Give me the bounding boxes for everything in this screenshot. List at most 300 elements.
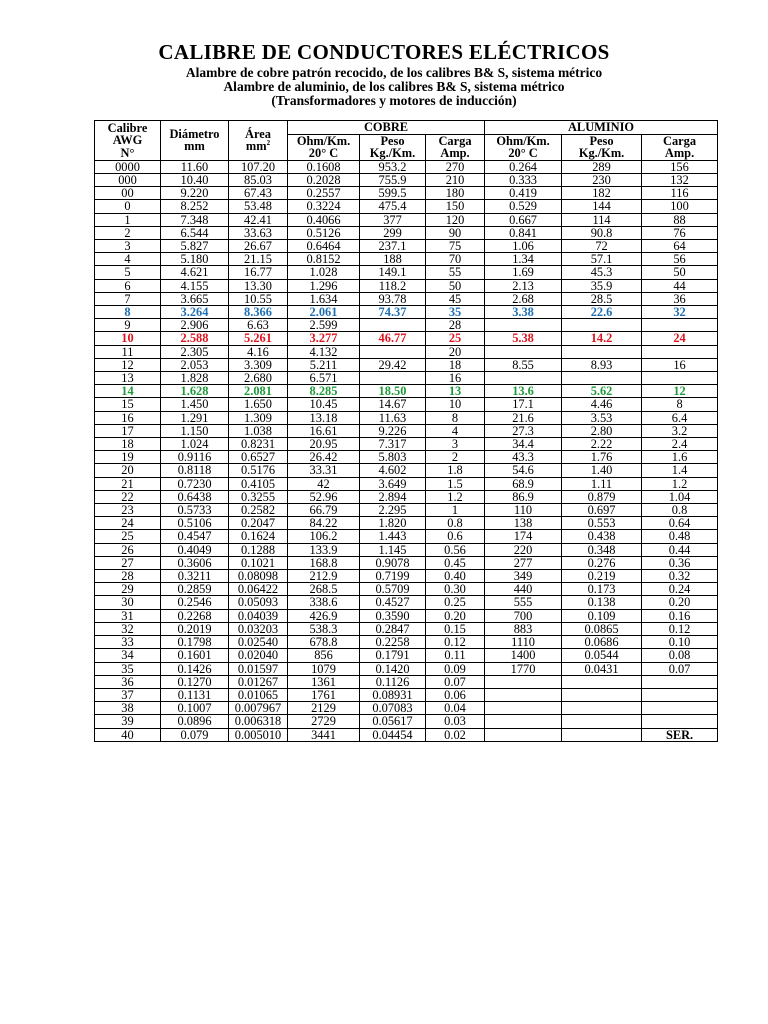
cell-area: 21.15 [229, 253, 288, 266]
cell-area: 10.55 [229, 292, 288, 305]
cell-al-ohm: 1.06 [485, 240, 562, 253]
subtitle-application: (Transformadores y motores de inducción) [271, 93, 517, 108]
cell-awg: 37 [95, 688, 161, 701]
cell-awg: 0 [95, 200, 161, 213]
header-calibre-line1: Calibre [107, 120, 148, 135]
cell-area: 0.1288 [229, 543, 288, 556]
table-row [95, 398, 718, 411]
cell-al-carga: 1.6 [642, 451, 718, 464]
cell-diam: 0.4547 [161, 530, 229, 543]
header-calibre [95, 121, 161, 161]
cell-al-carga: 76 [642, 226, 718, 239]
header-al-peso [562, 134, 642, 160]
cell-al-carga [642, 319, 718, 332]
cell-diam: 0.0896 [161, 715, 229, 728]
cell-cu-ohm: 856 [288, 649, 360, 662]
cell-area: 0.08098 [229, 570, 288, 583]
cell-cu-carga: 0.40 [426, 570, 485, 583]
cell-awg: 31 [95, 609, 161, 622]
header-diametro-line1: Diámetro [169, 126, 220, 141]
cell-al-ohm: 110 [485, 504, 562, 517]
header-aluminio: ALUMINIO [485, 121, 718, 135]
cell-cu-peso: 4.602 [360, 464, 426, 477]
cell-al-ohm: 0.841 [485, 226, 562, 239]
cell-cu-peso: 299 [360, 226, 426, 239]
table-row [95, 424, 718, 437]
cell-area: 53.48 [229, 200, 288, 213]
cell-awg: 23 [95, 504, 161, 517]
cell-cu-carga: 0.20 [426, 609, 485, 622]
cell-awg: 3 [95, 240, 161, 253]
cell-area: 5.261 [229, 332, 288, 345]
cell-awg: 19 [95, 451, 161, 464]
cell-area: 0.5176 [229, 464, 288, 477]
cell-cu-peso: 2.894 [360, 490, 426, 503]
cell-al-ohm: 220 [485, 543, 562, 556]
cell-al-peso: 289 [562, 160, 642, 173]
cell-awg: 17 [95, 424, 161, 437]
cell-cu-ohm: 3441 [288, 728, 360, 741]
cell-cu-peso: 755.9 [360, 173, 426, 186]
cell-area: 0.1624 [229, 530, 288, 543]
cell-al-ohm [485, 715, 562, 728]
cell-cu-ohm: 4.132 [288, 345, 360, 358]
cell-cu-ohm: 0.2557 [288, 187, 360, 200]
cell-diam: 2.305 [161, 345, 229, 358]
cell-awg: 4 [95, 253, 161, 266]
cell-area: 85.03 [229, 173, 288, 186]
cell-al-carga: 100 [642, 200, 718, 213]
cell-cu-carga: 4 [426, 424, 485, 437]
cell-cu-ohm: 10.45 [288, 398, 360, 411]
cell-al-peso: 5.62 [562, 385, 642, 398]
cell-area: 0.03203 [229, 622, 288, 635]
cell-awg: 39 [95, 715, 161, 728]
cell-cu-ohm: 3.277 [288, 332, 360, 345]
cell-cu-peso [360, 345, 426, 358]
header-al-carga [642, 134, 718, 160]
cell-area: 8.366 [229, 306, 288, 319]
cell-cu-carga: 45 [426, 292, 485, 305]
cell-cu-ohm: 1.028 [288, 266, 360, 279]
cell-diam: 1.024 [161, 438, 229, 451]
table-row [95, 609, 718, 622]
cell-cu-carga: 8 [426, 411, 485, 424]
cell-cu-carga: 2 [426, 451, 485, 464]
cell-cu-carga: 16 [426, 372, 485, 385]
cell-cu-ohm: 426.9 [288, 609, 360, 622]
cell-cu-peso: 1.145 [360, 543, 426, 556]
cell-al-ohm: 2.68 [485, 292, 562, 305]
table-row [95, 596, 718, 609]
cell-awg: 0000 [95, 160, 161, 173]
header-al-peso-line1: Peso [589, 134, 614, 148]
cell-area: 0.2582 [229, 504, 288, 517]
cell-al-carga: 0.20 [642, 596, 718, 609]
cell-awg: 10 [95, 332, 161, 345]
cell-al-carga: 0.24 [642, 583, 718, 596]
table-row [95, 477, 718, 490]
cell-awg: 18 [95, 438, 161, 451]
cell-diam: 0.9116 [161, 451, 229, 464]
cell-awg: 9 [95, 319, 161, 332]
cell-cu-ohm: 106.2 [288, 530, 360, 543]
cell-al-ohm: 27.3 [485, 424, 562, 437]
cell-diam: 0.4049 [161, 543, 229, 556]
cell-cu-peso: 377 [360, 213, 426, 226]
cell-al-peso: 90.8 [562, 226, 642, 239]
table-row [95, 451, 718, 464]
cell-al-ohm: 349 [485, 570, 562, 583]
cell-al-ohm [485, 372, 562, 385]
cell-al-peso: 1.76 [562, 451, 642, 464]
cell-area: 26.67 [229, 240, 288, 253]
cell-cu-peso: 0.1791 [360, 649, 426, 662]
cell-al-peso [562, 715, 642, 728]
cell-cu-carga: 0.25 [426, 596, 485, 609]
cell-al-peso: 144 [562, 200, 642, 213]
cell-cu-peso: 3.649 [360, 477, 426, 490]
header-cu-carga-line1: Carga [438, 134, 472, 148]
cell-cu-ohm: 0.2028 [288, 173, 360, 186]
cell-cu-carga: 0.30 [426, 583, 485, 596]
cell-al-peso: 0.173 [562, 583, 642, 596]
cell-cu-ohm: 26.42 [288, 451, 360, 464]
cell-cu-carga: 0.09 [426, 662, 485, 675]
cell-area: 0.2047 [229, 517, 288, 530]
header-diametro [161, 121, 229, 161]
cell-al-carga: 0.8 [642, 504, 718, 517]
cell-cu-peso: 0.4527 [360, 596, 426, 609]
cell-cu-ohm: 84.22 [288, 517, 360, 530]
table-row [95, 411, 718, 424]
cell-awg: 21 [95, 477, 161, 490]
cell-cu-peso: 0.2258 [360, 636, 426, 649]
cell-al-carga: 0.10 [642, 636, 718, 649]
cell-al-peso: 8.93 [562, 358, 642, 371]
cell-diam: 0.8118 [161, 464, 229, 477]
cell-awg: 14 [95, 385, 161, 398]
cell-cu-carga: 25 [426, 332, 485, 345]
cell-al-peso: 1.11 [562, 477, 642, 490]
table-row [95, 345, 718, 358]
cell-cu-peso: 29.42 [360, 358, 426, 371]
cell-awg: 34 [95, 649, 161, 662]
cell-area: 0.06422 [229, 583, 288, 596]
cell-al-peso: 0.348 [562, 543, 642, 556]
cell-al-carga: 1.4 [642, 464, 718, 477]
cell-al-peso [562, 688, 642, 701]
cell-awg: 12 [95, 358, 161, 371]
cell-al-ohm: 440 [485, 583, 562, 596]
cell-al-peso: 0.438 [562, 530, 642, 543]
cell-cu-ohm: 0.6464 [288, 240, 360, 253]
cell-cu-peso: 11.63 [360, 411, 426, 424]
cell-diam: 0.2019 [161, 622, 229, 635]
table-row [95, 213, 718, 226]
table-row [95, 173, 718, 186]
subtitle-copper: Alambre de cobre patrón recocido, de los calibres B& S, sistema métrico [185, 65, 603, 80]
cell-area: 0.4105 [229, 477, 288, 490]
cell-cu-peso: 237.1 [360, 240, 426, 253]
cell-diam: 1.828 [161, 372, 229, 385]
table-row [95, 332, 718, 345]
cell-diam: 5.180 [161, 253, 229, 266]
cell-al-carga: 32 [642, 306, 718, 319]
cell-cu-carga: 20 [426, 345, 485, 358]
table-row [95, 358, 718, 371]
cell-cu-ohm: 2129 [288, 702, 360, 715]
cell-al-ohm: 13.6 [485, 385, 562, 398]
cell-cu-carga: 0.45 [426, 556, 485, 569]
cell-al-ohm: 34.4 [485, 438, 562, 451]
cell-cu-ohm: 2.599 [288, 319, 360, 332]
cell-al-carga: 0.64 [642, 517, 718, 530]
header-cu-peso-line2: Kg./Km. [369, 146, 416, 161]
cell-diam: 3.264 [161, 306, 229, 319]
cell-al-ohm [485, 728, 562, 741]
cell-diam: 2.906 [161, 319, 229, 332]
conductor-gauge-table [94, 120, 718, 742]
cell-al-carga: 0.32 [642, 570, 718, 583]
cell-cu-carga: 0.06 [426, 688, 485, 701]
cell-area: 33.63 [229, 226, 288, 239]
cell-cu-carga: 1.2 [426, 490, 485, 503]
cell-area: 107.20 [229, 160, 288, 173]
table-row [95, 675, 718, 688]
table-row [95, 583, 718, 596]
cell-cu-carga: 55 [426, 266, 485, 279]
cell-cu-ohm: 0.8152 [288, 253, 360, 266]
cell-cu-carga: 18 [426, 358, 485, 371]
cell-awg: 40 [95, 728, 161, 741]
table-row [95, 253, 718, 266]
cell-al-peso: 14.2 [562, 332, 642, 345]
cell-cu-carga: 70 [426, 253, 485, 266]
table-row [95, 266, 718, 279]
cell-cu-ohm: 1079 [288, 662, 360, 675]
cell-cu-ohm: 5.211 [288, 358, 360, 371]
cell-diam: 0.2546 [161, 596, 229, 609]
cell-awg: 13 [95, 372, 161, 385]
cell-al-carga: 12 [642, 385, 718, 398]
cell-al-carga: 50 [642, 266, 718, 279]
cell-cu-carga: 0.56 [426, 543, 485, 556]
cell-cu-peso: 0.9078 [360, 556, 426, 569]
cell-al-peso [562, 702, 642, 715]
cell-cu-carga: 270 [426, 160, 485, 173]
cell-cu-peso: 93.78 [360, 292, 426, 305]
cell-area: 2.081 [229, 385, 288, 398]
cell-al-ohm: 0.419 [485, 187, 562, 200]
cell-cu-carga: 210 [426, 173, 485, 186]
cell-cu-ohm: 0.5126 [288, 226, 360, 239]
cell-diam: 5.827 [161, 240, 229, 253]
cell-area: 0.005010 [229, 728, 288, 741]
cell-al-peso: 28.5 [562, 292, 642, 305]
cell-al-ohm: 0.529 [485, 200, 562, 213]
header-al-ohm-line1: Ohm/Km. [496, 134, 550, 148]
cell-cu-peso: 0.3590 [360, 609, 426, 622]
cell-al-peso: 3.53 [562, 411, 642, 424]
cell-cu-ohm: 538.3 [288, 622, 360, 635]
cell-diam: 0.1601 [161, 649, 229, 662]
cell-al-ohm: 68.9 [485, 477, 562, 490]
cell-area: 0.02540 [229, 636, 288, 649]
cell-awg: 00 [95, 187, 161, 200]
cell-diam: 9.220 [161, 187, 229, 200]
cell-cu-peso: 0.04454 [360, 728, 426, 741]
table-row [95, 702, 718, 715]
cell-cu-peso: 46.77 [360, 332, 426, 345]
table-row [95, 570, 718, 583]
cell-cu-carga: 75 [426, 240, 485, 253]
cell-diam: 0.7230 [161, 477, 229, 490]
cell-al-carga: 3.2 [642, 424, 718, 437]
cell-al-carga [642, 688, 718, 701]
cell-diam: 1.150 [161, 424, 229, 437]
cell-cu-carga: 90 [426, 226, 485, 239]
cell-al-carga [642, 702, 718, 715]
cell-cu-carga: 0.02 [426, 728, 485, 741]
cell-al-peso: 1.40 [562, 464, 642, 477]
cell-al-carga: 56 [642, 253, 718, 266]
cell-cu-peso: 0.7199 [360, 570, 426, 583]
table-row [95, 160, 718, 173]
cell-cu-ohm: 33.31 [288, 464, 360, 477]
cell-diam: 0.1007 [161, 702, 229, 715]
cell-al-ohm: 555 [485, 596, 562, 609]
cell-al-peso: 230 [562, 173, 642, 186]
table-row [95, 490, 718, 503]
cell-cu-ohm: 678.8 [288, 636, 360, 649]
cell-cu-carga: 50 [426, 279, 485, 292]
cell-awg: 32 [95, 622, 161, 635]
cell-diam: 0.2859 [161, 583, 229, 596]
cell-diam: 0.3211 [161, 570, 229, 583]
cell-cu-peso: 14.67 [360, 398, 426, 411]
cell-al-carga: 0.44 [642, 543, 718, 556]
cell-cu-ohm: 1.296 [288, 279, 360, 292]
cell-diam: 2.588 [161, 332, 229, 345]
cell-awg: 26 [95, 543, 161, 556]
cell-al-carga: 0.36 [642, 556, 718, 569]
table-row [95, 240, 718, 253]
cell-al-carga: 24 [642, 332, 718, 345]
cell-al-carga: 116 [642, 187, 718, 200]
cell-awg: 5 [95, 266, 161, 279]
cell-al-carga: 64 [642, 240, 718, 253]
cell-cu-peso: 1.820 [360, 517, 426, 530]
cell-al-carga: 0.07 [642, 662, 718, 675]
cell-diam: 0.2268 [161, 609, 229, 622]
cell-cu-peso: 0.07083 [360, 702, 426, 715]
cell-cu-ohm: 1761 [288, 688, 360, 701]
cell-al-peso: 0.0865 [562, 622, 642, 635]
cell-awg: 16 [95, 411, 161, 424]
cell-al-ohm: 43.3 [485, 451, 562, 464]
cell-cu-peso: 7.317 [360, 438, 426, 451]
cell-cu-ohm: 1.634 [288, 292, 360, 305]
cell-al-ohm: 2.13 [485, 279, 562, 292]
table-row [95, 372, 718, 385]
cell-al-carga: 88 [642, 213, 718, 226]
cell-area: 1.650 [229, 398, 288, 411]
cell-al-peso: 2.80 [562, 424, 642, 437]
cell-cu-carga: 0.8 [426, 517, 485, 530]
cell-cu-peso: 74.37 [360, 306, 426, 319]
cell-al-peso: 0.276 [562, 556, 642, 569]
cell-cu-ohm: 20.95 [288, 438, 360, 451]
cell-diam: 7.348 [161, 213, 229, 226]
cell-al-peso: 2.22 [562, 438, 642, 451]
table-row [95, 530, 718, 543]
table-row [95, 556, 718, 569]
header-cu-carga-line2: Amp. [440, 146, 470, 161]
cell-al-ohm: 5.38 [485, 332, 562, 345]
cell-cu-ohm: 168.8 [288, 556, 360, 569]
cell-al-ohm [485, 319, 562, 332]
cell-al-peso: 4.46 [562, 398, 642, 411]
header-cobre: COBRE [288, 121, 485, 135]
cell-cu-ohm: 2.061 [288, 306, 360, 319]
cell-al-peso [562, 372, 642, 385]
header-cu-carga [426, 134, 485, 160]
cell-cu-peso: 953.2 [360, 160, 426, 173]
cell-al-carga [642, 345, 718, 358]
cell-area: 1.038 [229, 424, 288, 437]
cell-diam: 1.628 [161, 385, 229, 398]
cell-cu-ohm: 0.3224 [288, 200, 360, 213]
cell-cu-carga: 1.8 [426, 464, 485, 477]
cell-diam: 0.6438 [161, 490, 229, 503]
cell-awg: 35 [95, 662, 161, 675]
cell-al-ohm: 883 [485, 622, 562, 635]
cell-al-carga: 156 [642, 160, 718, 173]
cell-al-ohm: 138 [485, 517, 562, 530]
cell-area: 0.007967 [229, 702, 288, 715]
table-row [95, 385, 718, 398]
header-cu-peso [360, 134, 426, 160]
cell-cu-carga: 0.6 [426, 530, 485, 543]
cell-diam: 3.665 [161, 292, 229, 305]
cell-cu-ohm: 0.4066 [288, 213, 360, 226]
cell-cu-peso: 18.50 [360, 385, 426, 398]
cell-area: 2.680 [229, 372, 288, 385]
header-al-peso-line2: Kg./Km. [578, 146, 625, 161]
cell-cu-carga: 180 [426, 187, 485, 200]
cell-area: 0.006318 [229, 715, 288, 728]
cell-awg: 25 [95, 530, 161, 543]
cell-diam: 0.5106 [161, 517, 229, 530]
cell-cu-peso: 0.5709 [360, 583, 426, 596]
cell-al-peso: 0.109 [562, 609, 642, 622]
table-row [95, 319, 718, 332]
cell-al-ohm [485, 702, 562, 715]
cell-al-ohm: 0.333 [485, 173, 562, 186]
header-area-line1: Área [245, 126, 271, 141]
table-row [95, 438, 718, 451]
cell-al-peso: 0.219 [562, 570, 642, 583]
cell-al-peso [562, 728, 642, 741]
cell-al-ohm: 174 [485, 530, 562, 543]
cell-cu-carga: 0.04 [426, 702, 485, 715]
cell-cu-peso: 0.1126 [360, 675, 426, 688]
table-row [95, 728, 718, 741]
cell-awg: 000 [95, 173, 161, 186]
cell-cu-ohm: 52.96 [288, 490, 360, 503]
header-area-line2: mm [245, 139, 267, 154]
